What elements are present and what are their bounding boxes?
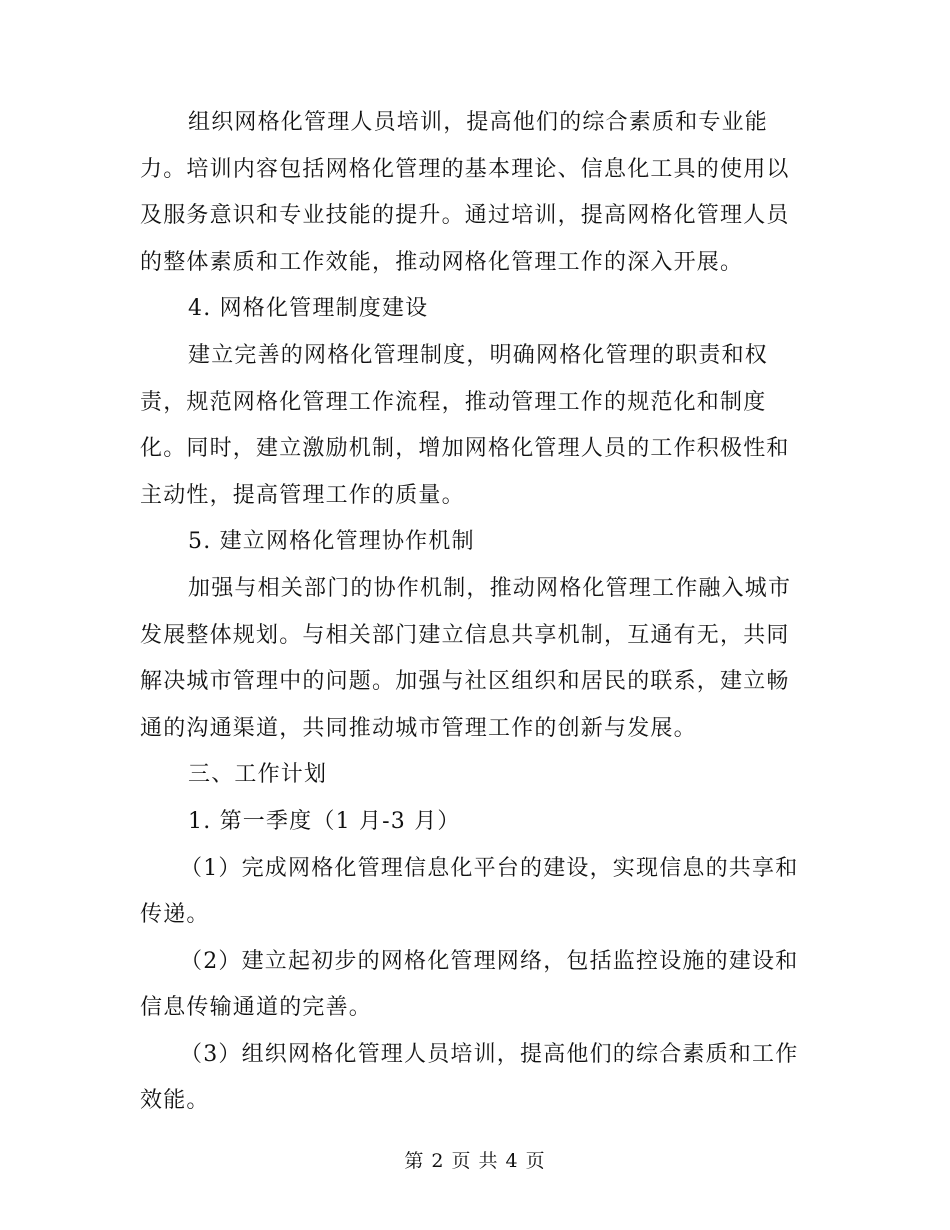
text-line: 传递。 (140, 902, 210, 928)
page-footer (0, 1146, 950, 1173)
section-heading (140, 799, 812, 846)
page-number-label: 第 2 页 共 4 页 (404, 1150, 546, 1172)
heading-text: 5. 建立网格化管理协作机制 (188, 529, 475, 555)
text-line: 主动性，提高管理工作的质量。 (140, 482, 465, 508)
list-item (140, 846, 812, 939)
heading-text: 三、工作计划 (188, 762, 328, 788)
text-line: 解决城市管理中的问题。加强与社区组织和居民的联系，建立畅 (140, 669, 790, 695)
text-line: （1）完成网格化管理信息化平台的建设，实现信息的共享和 (180, 855, 799, 881)
list-item (140, 939, 812, 1032)
text-line: 的整体素质和工作效能，推动网格化管理工作的深入开展。 (140, 249, 744, 275)
list-item (140, 1032, 812, 1125)
heading-text: 4. 网格化管理制度建设 (188, 296, 429, 322)
section-heading (140, 286, 812, 333)
section-heading (140, 519, 812, 566)
text-line: 信息传输通道的完善。 (140, 995, 373, 1021)
text-line: 效能。 (140, 1088, 210, 1114)
text-line: 加强与相关部门的协作机制，推动网格化管理工作融入城市 (188, 575, 792, 601)
body-paragraph (140, 100, 812, 286)
document-body (140, 100, 812, 1125)
text-line: （2）建立起初步的网格化管理网络，包括监控设施的建设和 (180, 948, 799, 974)
body-paragraph (140, 333, 812, 519)
heading-text: 1. 第一季度（1 月-3 月） (188, 808, 461, 834)
body-paragraph (140, 566, 812, 752)
text-line: （3）组织网格化管理人员培训，提高他们的综合素质和工作 (180, 1041, 799, 1067)
text-line: 组织网格化管理人员培训，提高他们的综合素质和专业能 (188, 110, 769, 135)
chapter-heading (140, 752, 812, 799)
text-line: 责，规范网格化管理工作流程，推动管理工作的规范化和制度 (140, 389, 767, 415)
text-line: 及服务意识和专业技能的提升。通过培训，提高网格化管理人员 (140, 203, 790, 229)
text-line: 通的沟通渠道，共同推动城市管理工作的创新与发展。 (140, 715, 697, 741)
text-line: 发展整体规划。与相关部门建立信息共享机制，互通有无，共同 (140, 622, 790, 648)
text-line: 化。同时，建立激励机制，增加网格化管理人员的工作积极性和 (140, 436, 790, 462)
text-line: 建立完善的网格化管理制度，明确网格化管理的职责和权 (188, 342, 769, 368)
text-line: 力。培训内容包括网格化管理的基本理论、信息化工具的使用以 (140, 156, 790, 182)
